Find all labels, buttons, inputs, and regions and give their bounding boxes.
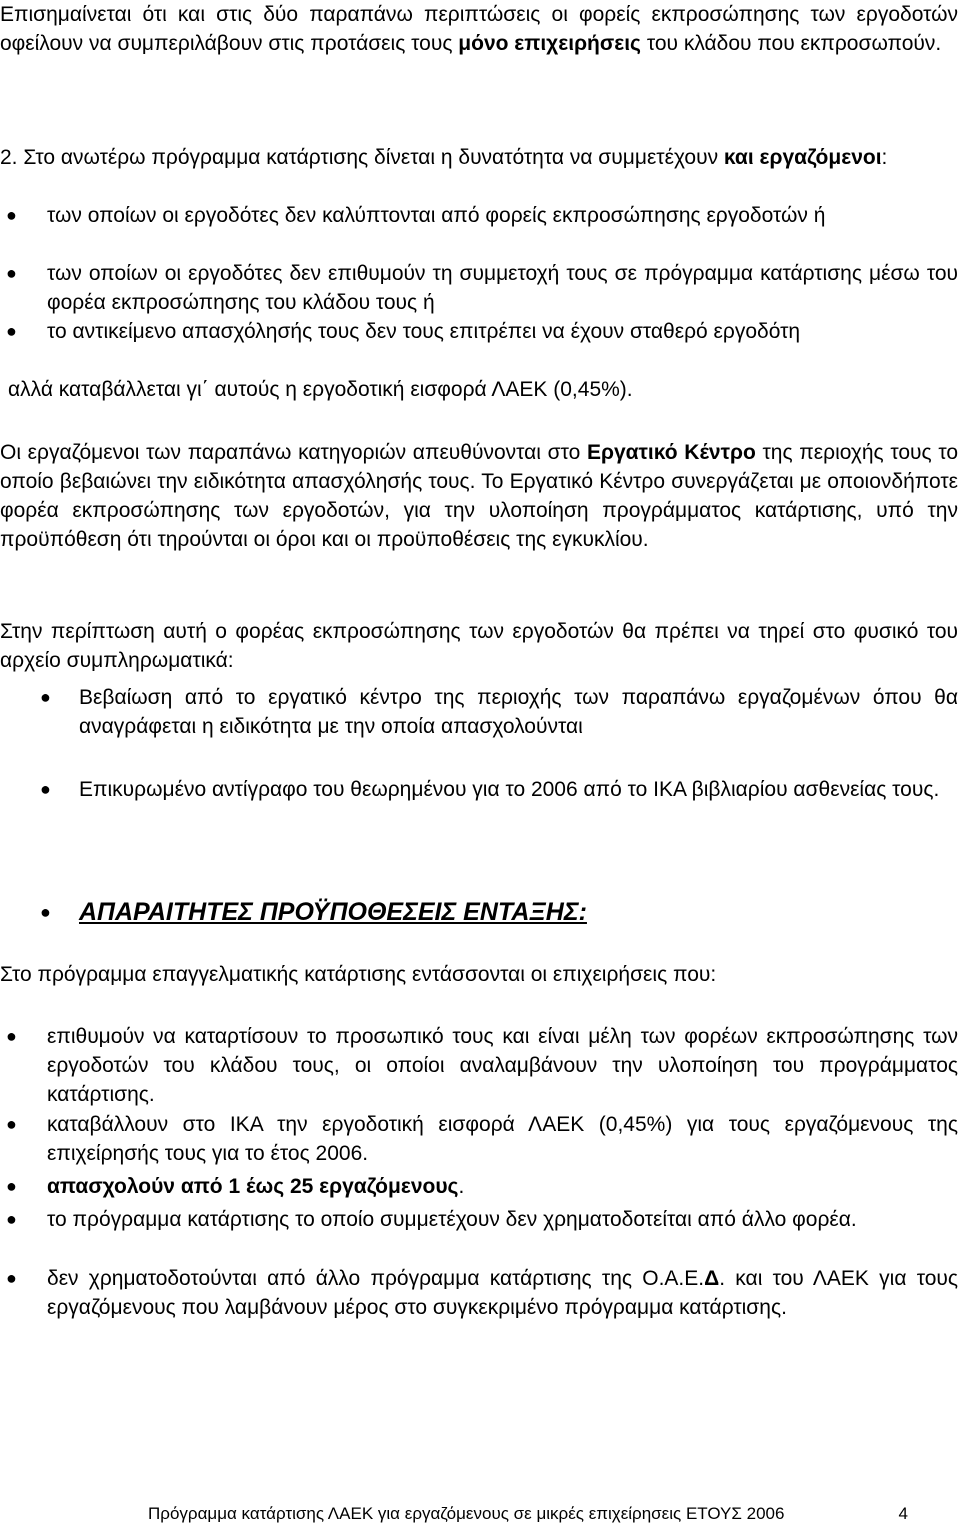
list-item: Βεβαίωση από το εργατικό κέντρο της περιοχής των παραπάνω εργαζομένων όπου θα αναγράφεται η ειδικότητα με την οποία απασχολούνται (79, 686, 958, 738)
requirements-heading: ΑΠΑΡΑΙΤΗΤΕΣ ΠΡΟΫΠΟΘΕΣΕΙΣ ΕΝΤΑΞΗΣ: (79, 898, 587, 926)
bullet-icon: ● (6, 263, 17, 283)
footer-text: Πρόγραμμα κατάρτισης ΛΑΕΚ για εργαζόμενους σε μικρές επιχείρησεις ΕΤΟΥΣ 2006 (148, 1504, 785, 1523)
list-item: επιθυμούν να καταρτίσουν το προσωπικό τους και είναι μέλη των φορέων εκπροσώπησης των εργοδοτών του κλάδου τους, οι οποίοι αναλαμβάνουν την υλοποίηση του προγράμματος κατάρτισης. (47, 1025, 958, 1106)
list-item: δεν χρηματοδοτούνται από άλλο πρόγραμμα κατάρτισης της Ο.Α.Ε.Δ. και του ΛΑΕΚ για τους εργαζόμενους που λαμβάνουν μέρος στο συγκεκριμένο πρόγραμμα κατάρτισης. (47, 1267, 959, 1319)
point2-paragraph (0, 143, 958, 172)
page-number: 4 (898, 1504, 908, 1523)
point2-text-bold: και εργαζόμενοι (723, 146, 882, 169)
labour-centre-bold: Εργατικό Κέντρο (586, 441, 756, 464)
requirements-intro: Στο πρόγραμμα επαγγελματικής κατάρτισης εντάσσονται οι επιχειρήσεις που: (0, 963, 717, 986)
bullet-icon: ● (6, 1268, 17, 1288)
page-footer (148, 1502, 908, 1526)
intro-text-b: του κλάδου που εκπροσωπούν. (640, 32, 942, 55)
point2-text-a: 2. Στο ανωτέρω πρόγραμμα κατάρτισης δίνεται η δυνατότητα να συμμετέχουν (0, 146, 724, 169)
list-item: Επικυρωμένο αντίγραφο του θεωρημένου για το 2006 από το ΙΚΑ βιβλιαρίου ασθενείας τους. (79, 778, 940, 801)
bullet-icon: ● (40, 687, 51, 707)
bullet-icon: ● (40, 779, 51, 799)
bullet-icon: ● (40, 902, 51, 922)
point2-text-b: : (881, 146, 888, 169)
list-item: απασχολούν από 1 έως 25 εργαζόμενους. (47, 1175, 465, 1198)
list-item: το πρόγραμμα κατάρτισης το οποίο συμμετέχουν δεν χρηματοδοτείται από άλλο φορέα. (47, 1208, 857, 1231)
bullet-icon: ● (6, 1176, 17, 1196)
intro-paragraph (0, 0, 958, 58)
bullet-icon: ● (6, 1026, 17, 1046)
case-paragraph: Στην περίπτωση αυτή ο φορέας εκπροσώπησης των εργοδοτών θα πρέπει να τηρεί στο φυσικό του αρχείο συμπληρωματικά: (0, 620, 958, 672)
list-item: των οποίων οι εργοδότες δεν επιθυμούν τη συμμετοχή τους σε πρόγραμμα κατάρτισης μέσω του φορέα εκπροσώπησης του κλάδου τους ή (47, 262, 958, 314)
bullet-icon: ● (6, 205, 17, 225)
bullet-icon: ● (6, 321, 17, 341)
point2-closing: αλλά καταβάλλεται γι΄ αυτούς η εργοδοτική εισφορά ΛΑΕΚ (0,45%). (8, 378, 633, 401)
bullet-icon: ● (6, 1114, 17, 1134)
intro-text-bold: μόνο επιχειρήσεις (458, 32, 641, 55)
bullet-icon: ● (6, 1209, 17, 1229)
list-item: καταβάλλουν στο ΙΚΑ την εργοδοτική εισφορά ΛΑΕΚ (0,45%) για τους εργαζόμενους της επιχείρησής τους για το έτος 2006. (47, 1113, 958, 1165)
workers-paragraph: Οι εργαζόμενοι των παραπάνω κατηγοριών απευθύνονται στο Εργατικό Κέντρο της περιοχής τους το οποίο βεβαιώνει την ειδικότητα απασχόλησής τους. Το Εργατικό Κέντρο συνεργάζεται με οποιονδήποτε φορέα εκπροσώπησης των εργοδοτών, για την υλοποίηση προγράμματος κατάρτισης, υπό την προϋπόθεση ότι τηρούνται οι όροι και οι προϋποθέσεις της εγκυκλίου. (0, 441, 959, 551)
list-item: το αντικείμενο απασχόλησής τους δεν τους επιτρέπει να έχουν σταθερό εργοδότη (47, 320, 801, 343)
list-item: των οποίων οι εργοδότες δεν καλύπτονται από φορείς εκπροσώπησης εργοδοτών ή (47, 204, 826, 227)
intro-text-a: Επισημαίνεται ότι και στις δύο παραπάνω περιπτώσεις οι φορείς εκπροσώπησης των εργοδοτών οφείλουν να συμπεριλάβουν στις προτάσεις τους (0, 3, 958, 55)
